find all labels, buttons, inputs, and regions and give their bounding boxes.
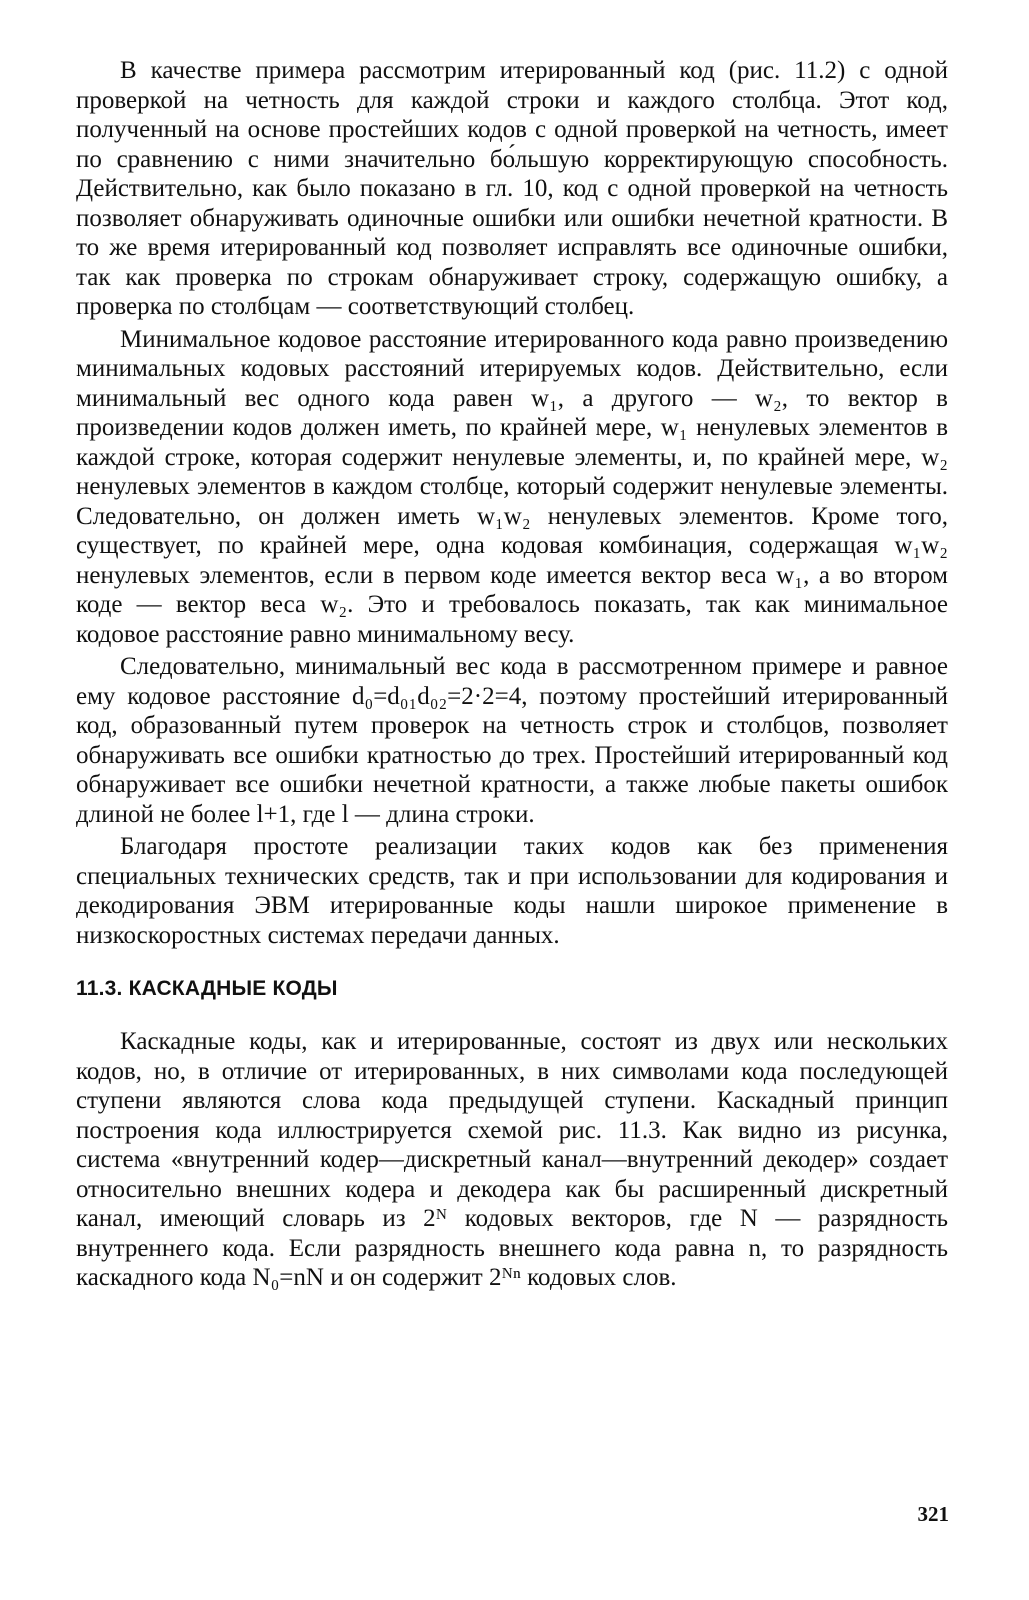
paragraph-minimum-distance: Минимальное кодовое расстояние итерированного кода равно произведению минимальных кодовых расстояний итерируемых кодов. Действительно, если минимальный вес одного кода равен w₁, а другого — w₂, то вектор в произведении кодов должен иметь, по крайней мере, w₁ ненулевых элементов в каждой строке, которая содержит ненулевые элементы, и, по крайней мере, w₂ ненулевых элементов в каждом столбце, который содержит ненулевые элементы. Следовательно, он должен иметь w₁w₂ ненулевых элементов. Кроме того, существует, по крайней мере, одна кодовая комбинация, содержащая w₁w₂ ненулевых элементов, если в первом коде имеется вектор веса w₁, а во втором коде — вектор веса w₂. Это и требовалось показать, так как минимальное кодовое расстояние равно минимальному весу. [76, 325, 948, 648]
paragraph-iterated-code-example: В качестве примера рассмотрим итерированный код (рис. 11.2) с одной проверкой на четность для каждой строки и каждого столбца. Этот код, полученный на основе простейших кодов с одной проверкой на четность, имеет по сравнению с ними значительно бо́льшую корректирующую способность. Действительно, как было показано в гл. 10, код с одной проверкой на четность позволяет обнаруживать одиночные ошибки или ошибки нечетной кратности. В то же время итерированный код позволяет исправлять все одиночные ошибки, так как проверка по строкам обнаруживает строку, содержащую ошибку, а проверка по столбцам — соответствующий столбец. [76, 57, 948, 320]
paragraph-minimum-weight: Следовательно, минимальный вес кода в рассмотренном примере и равное ему кодовое расстояние d₀=d₀₁d₀₂=2·2=4, поэтому простейший итерированный код, образованный путем проверок на четность строк и столбцов, позволяет обнаруживать все ошибки кратностью до трех. Простейший итерированный код обнаруживает все ошибки нечетной кратности, а также любые пакеты ошибок длиной не более l+1, где l — длина строки. [76, 653, 948, 828]
page-body [76, 56, 948, 1293]
section-heading: 11.3. КАСКАДНЫЕ КОДЫ [76, 977, 338, 1000]
page-number: 321 [917, 1502, 949, 1526]
paragraph-application: Благодаря простоте реализации таких кодов как без применения специальных технических средств, так и при использовании для кодирования и декодирования ЭВМ итерированные коды нашли широкое применение в низкоскоростных системах передачи данных. [76, 833, 948, 949]
paragraph-cascade-codes: Каскадные коды, как и итерированные, состоят из двух или нескольких кодов, но, в отличие от итерированных, в них символами кода последующей ступени являются слова кода предыдущей ступени. Каскадный принцип построения кода иллюстрируется схемой рис. 11.3. Как видно из рисунка, система «внутренний кодер—дискретный канал—внутренний декодер» создает относительно внешних кодера и декодера как бы расширенный дискретный канал, имеющий словарь из 2ᴺ кодовых векторов, где N — разрядность внутреннего кода. Если разрядность внешнего кода равна n, то разрядность каскадного кода N₀=nN и он содержит 2ᴺⁿ кодовых слов. [76, 1028, 948, 1291]
